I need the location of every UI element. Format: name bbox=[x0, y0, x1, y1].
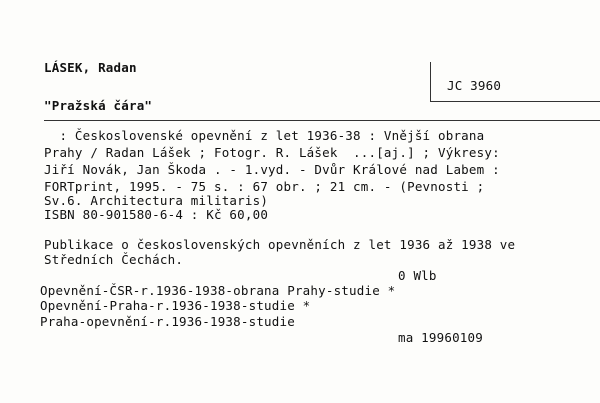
title-separator bbox=[44, 120, 600, 121]
author-heading: LÁSEK, Radan bbox=[44, 60, 137, 75]
note-line-1: Publikace o československých opevněních z let 1936 až 1938 ve bbox=[44, 237, 516, 252]
call-number-divider bbox=[430, 62, 431, 102]
subject-heading-1: Opevnění-ČSR-r.1936-1938-obrana Prahy-studie * bbox=[40, 283, 396, 298]
isbn-price-line: ISBN 80-901580-6-4 : Kč 60,00 bbox=[44, 207, 269, 222]
description-line-4: FORTprint, 1995. - 75 s. : 67 obr. ; 21 cm. - (Pevnosti ; bbox=[44, 179, 485, 194]
subject-heading-3: Praha-opevnění-r.1936-1938-studie bbox=[40, 314, 295, 329]
description-line-2: Prahy / Radan Lášek ; Fotogr. R. Lášek ...[aj.] ; Výkresy: bbox=[44, 145, 500, 160]
description-line-3: Jiří Novák, Jan Škoda . - 1.vyd. - Dvůr Králové nad Labem : bbox=[44, 162, 500, 177]
call-number: JC 3960 bbox=[447, 78, 502, 93]
description-line-1: : Československé opevnění z let 1936-38 : Vnější obrana bbox=[44, 128, 485, 143]
subject-heading-2: Opevnění-Praha-r.1936-1938-studie * bbox=[40, 298, 311, 313]
note-line-2: Středních Čechách. bbox=[44, 252, 184, 267]
record-id: ma 19960109 bbox=[398, 330, 483, 345]
uniform-title: "Pražská čára" bbox=[44, 98, 153, 113]
location-code: 0 Wlb bbox=[398, 268, 437, 283]
description-line-5: Sv.6. Architectura militaris) bbox=[44, 193, 269, 208]
call-number-underline bbox=[430, 101, 600, 102]
